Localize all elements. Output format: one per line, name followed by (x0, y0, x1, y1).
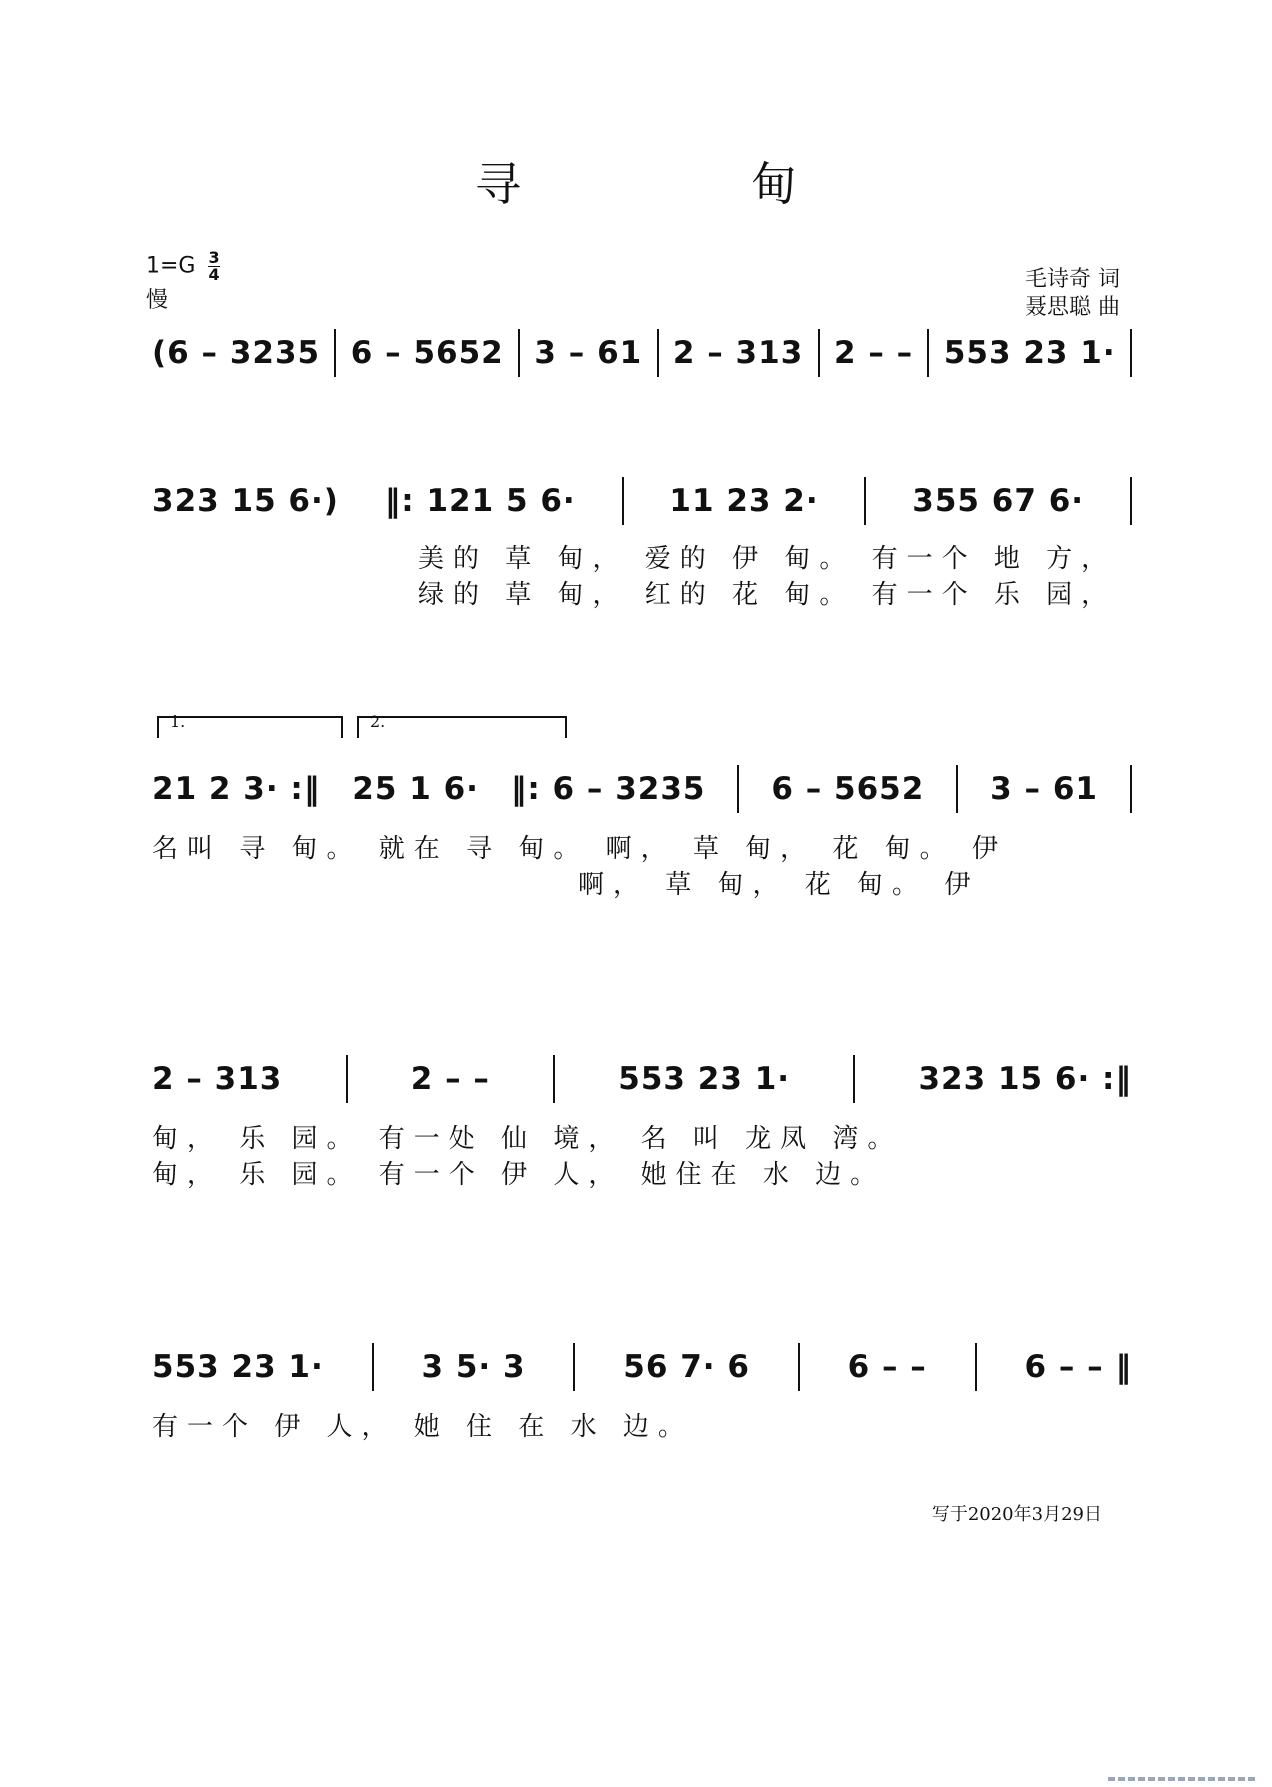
time-signature-bottom: 4 (208, 265, 220, 284)
score-line-4 (0, 1054, 1272, 1104)
measure: 11 23 2· (669, 483, 819, 519)
barline (853, 1055, 855, 1103)
lyrics-verse-1: 有一个 伊 人， 她 住 在 水 边。 (152, 1412, 693, 1442)
barline (657, 329, 659, 377)
measure: 2 – 313 (672, 335, 804, 371)
measure: 6 – 5652 (771, 771, 925, 807)
page-title: 寻甸 (475, 157, 1027, 211)
barline (798, 1343, 800, 1391)
barline (956, 765, 958, 813)
measure: (6 – 3235 (152, 335, 321, 371)
measure: ‖: 121 5 6· (384, 483, 576, 519)
melody-line-1 (152, 328, 1132, 378)
score-line-1 (0, 328, 1272, 378)
barline (573, 1343, 575, 1391)
measure: 553 23 1· (618, 1061, 791, 1097)
barline (927, 329, 929, 377)
first-ending-number: 1. (170, 712, 186, 731)
measure: 323 15 6·) (152, 483, 339, 519)
second-ending-number: 2. (370, 712, 386, 731)
measure: 21 2 3· :‖ (152, 771, 321, 807)
barline (1130, 329, 1132, 377)
lyricist-credit: 毛诗奇 词 (1025, 267, 1120, 292)
time-signature (208, 250, 219, 283)
lyrics-verse-1: 甸， 乐 园。 有一处 仙 境， 名 叫 龙凤 湾。 (152, 1124, 903, 1154)
composer-credit: 聂思聪 曲 (1025, 295, 1120, 320)
measure: 6 – 5652 (350, 335, 504, 371)
melody-line-2 (152, 476, 1132, 526)
measure: 2 – – (410, 1061, 490, 1097)
key-signature (146, 250, 220, 283)
lyrics-verse-1: 美的 草 甸， 爱的 伊 甸。 有一个 地 方， (418, 544, 1117, 574)
measure: 6 – – ‖ (1024, 1349, 1132, 1385)
melody-line-3 (152, 764, 1132, 814)
barline (346, 1055, 348, 1103)
measure: 323 15 6· :‖ (918, 1061, 1132, 1097)
watermark (1108, 1777, 1258, 1781)
lyrics-verse-1: 名叫 寻 甸。 就在 寻 甸。 啊， 草 甸， 花 甸。 伊 (152, 834, 1007, 864)
barline (818, 329, 820, 377)
measure: 355 67 6· (912, 483, 1085, 519)
measure: 3 – 61 (534, 335, 643, 371)
measure: 553 23 1· (943, 335, 1116, 371)
measure: 553 23 1· (152, 1349, 324, 1385)
score-line-5 (0, 1342, 1272, 1392)
tempo-marking: 慢 (146, 288, 169, 313)
lyrics-verse-2: 绿的 草 甸， 红的 花 甸。 有一个 乐 园， (418, 580, 1117, 610)
measure: ‖: 6 – 3235 (510, 771, 706, 807)
barline (864, 477, 866, 525)
barline (975, 1343, 977, 1391)
barline (622, 477, 624, 525)
lyrics-verse-2: 啊， 草 甸， 花 甸。 伊 (578, 870, 980, 900)
date-note: 写于2020年3月29日 (931, 1504, 1102, 1525)
barline (553, 1055, 555, 1103)
barline (518, 329, 520, 377)
measure: 3 – 61 (990, 771, 1098, 807)
melody-line-5 (152, 1342, 1132, 1392)
lyrics-verse-2: 甸， 乐 园。 有一个 伊 人， 她住在 水 边。 (152, 1160, 886, 1190)
measure: 2 – 313 (152, 1061, 283, 1097)
barline (1130, 765, 1132, 813)
score-line-2 (0, 476, 1272, 526)
measure: 56 7· 6 (623, 1349, 750, 1385)
barline (737, 765, 739, 813)
score-line-3 (0, 764, 1272, 814)
measure: 3 5· 3 (421, 1349, 526, 1385)
measure: 6 – – (847, 1349, 927, 1385)
key-label: 1=G (146, 253, 196, 279)
barline (334, 329, 336, 377)
second-ending-bracket (357, 716, 567, 738)
melody-line-4 (152, 1054, 1132, 1104)
barline (372, 1343, 374, 1391)
measure: 2 – – (833, 335, 914, 371)
barline (1130, 477, 1132, 525)
measure: 25 1 6· (352, 771, 479, 807)
time-signature-top: 3 (208, 248, 220, 267)
